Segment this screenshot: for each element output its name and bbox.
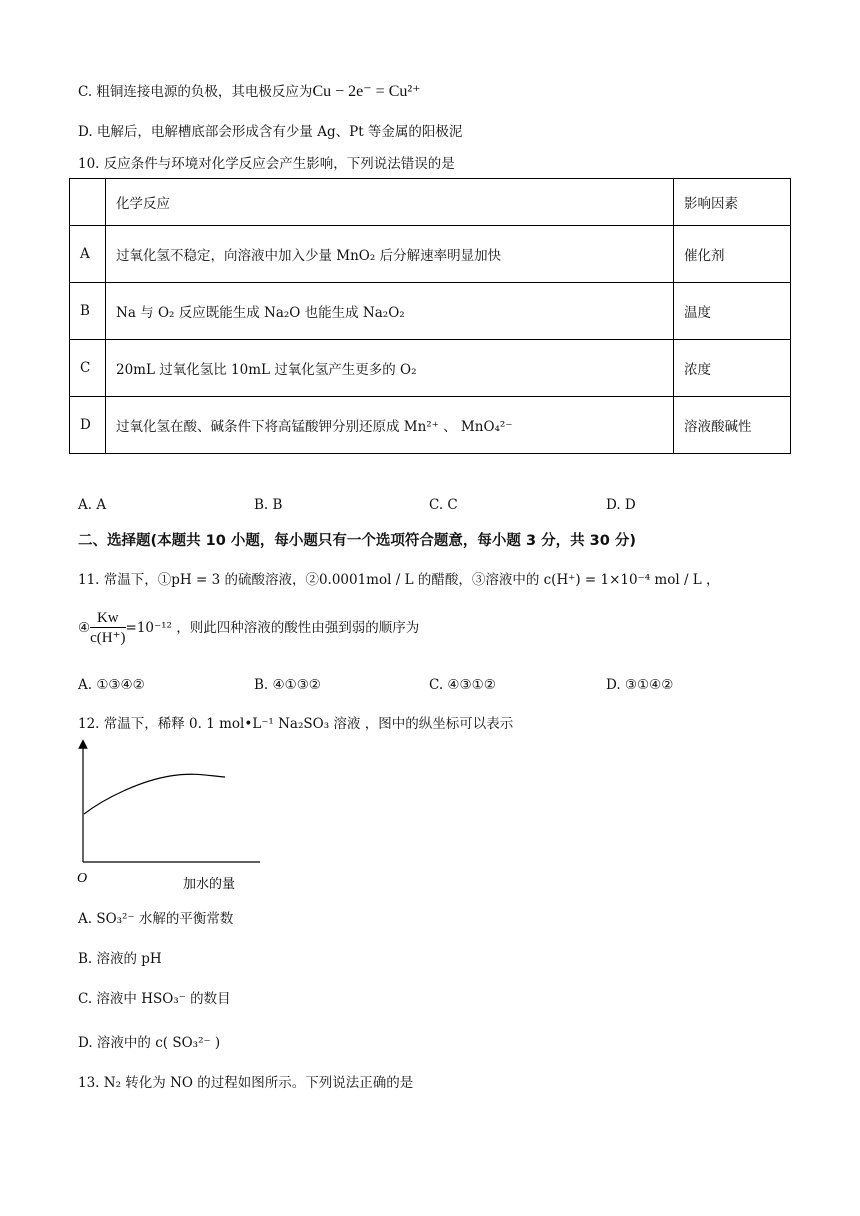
- q12-stem: 12. 常温下，稀释 0. 1 mol•L⁻¹ Na₂SO₃ 溶液 ，图中的纵坐标可以表示: [78, 716, 514, 732]
- row-label: D: [70, 397, 106, 454]
- q12-graph: [70, 736, 270, 892]
- row-reaction: 过氧化氢在酸、碱条件下将高锰酸钾分别还原成 Mn²⁺ 、 MnO₄²⁻: [106, 397, 674, 454]
- row-label: B: [70, 283, 106, 340]
- q11-item4-marker: ④: [78, 620, 91, 636]
- q12-option-b: B. 溶液的 pH: [78, 951, 162, 967]
- header-cell-blank: [70, 179, 106, 226]
- q10-option-a: A. A: [78, 497, 107, 513]
- table-row: [70, 226, 791, 283]
- row-factor: 温度: [674, 283, 791, 340]
- q12-option-a: A. SO₃²⁻ 水解的平衡常数: [78, 911, 234, 927]
- q11-option-b: B. ④①③②: [254, 677, 321, 693]
- q9-option-c-text: C. 粗铜连接电源的负极，其电极反应为: [78, 84, 313, 100]
- q10-option-d: D. D: [606, 497, 636, 513]
- q10-table: [69, 178, 791, 454]
- row-label: A: [70, 226, 106, 283]
- q12-option-c: C. 溶液中 HSO₃⁻ 的数目: [78, 991, 231, 1007]
- row-reaction: 20mL 过氧化氢比 10mL 过氧化氢产生更多的 O₂: [106, 340, 674, 397]
- row-reaction: Na 与 O₂ 反应既能生成 Na₂O 也能生成 Na₂O₂: [106, 283, 674, 340]
- section-heading: 二、选择题(本题共 10 小题，每小题只有一个选项符合题意，每小题 3 分，共 30 分): [78, 533, 636, 549]
- q9-option-c-formula: Cu − 2e⁻ = Cu²⁺: [312, 83, 421, 100]
- q11-option-d: D. ③①④②: [606, 677, 674, 693]
- q10-option-b: B. B: [254, 497, 283, 513]
- graph-x-axis-label: 加水的量: [183, 877, 236, 892]
- table-row: [70, 397, 791, 454]
- q11-line2: [78, 610, 419, 647]
- q13-stem: 13. N₂ 转化为 NO 的过程如图所示。下列说法正确的是: [78, 1075, 414, 1091]
- q10-stem: 10. 反应条件与环境对化学反应会产生影响，下列说法错误的是: [78, 156, 455, 172]
- q11-line2-text: =10⁻¹² ，则此四种溶液的酸性由强到弱的顺序为: [125, 620, 420, 636]
- row-factor: 浓度: [674, 340, 791, 397]
- table-header-row: [70, 179, 791, 226]
- q9-option-c: [78, 80, 421, 101]
- q10-option-c: C. C: [429, 497, 458, 513]
- row-factor: 溶液酸碱性: [674, 397, 791, 454]
- header-cell-reaction: 化学反应: [106, 179, 674, 226]
- q12-option-d: D. 溶液中的 c( SO₃²⁻ ): [78, 1035, 221, 1051]
- row-label: C: [70, 340, 106, 397]
- graph-origin-label: O: [77, 871, 88, 886]
- row-reaction: 过氧化氢不稳定，向溶液中加入少量 MnO₂ 后分解速率明显加快: [106, 226, 674, 283]
- q11-fraction-denominator: c(H⁺): [90, 630, 126, 646]
- header-cell-factor: 影响因素: [674, 179, 791, 226]
- q11-fraction: [90, 610, 125, 647]
- q11-fraction-numerator: Kw: [90, 610, 125, 628]
- q11-line1: 11. 常温下，①pH = 3 的硫酸溶液，②0.0001mol / L 的醋酸，③溶液中的 c(H⁺) = 1×10⁻⁴ mol / L ，: [78, 572, 720, 588]
- q11-option-c: C. ④③①②: [429, 677, 496, 693]
- q9-option-d: D. 电解后，电解槽底部会形成含有少量 Ag、Pt 等金属的阳极泥: [78, 124, 463, 140]
- graph-curve: [84, 774, 225, 814]
- table-row: [70, 340, 791, 397]
- row-factor: 催化剂: [674, 226, 791, 283]
- q11-option-a: A. ①③④②: [78, 677, 145, 693]
- table-row: [70, 283, 791, 340]
